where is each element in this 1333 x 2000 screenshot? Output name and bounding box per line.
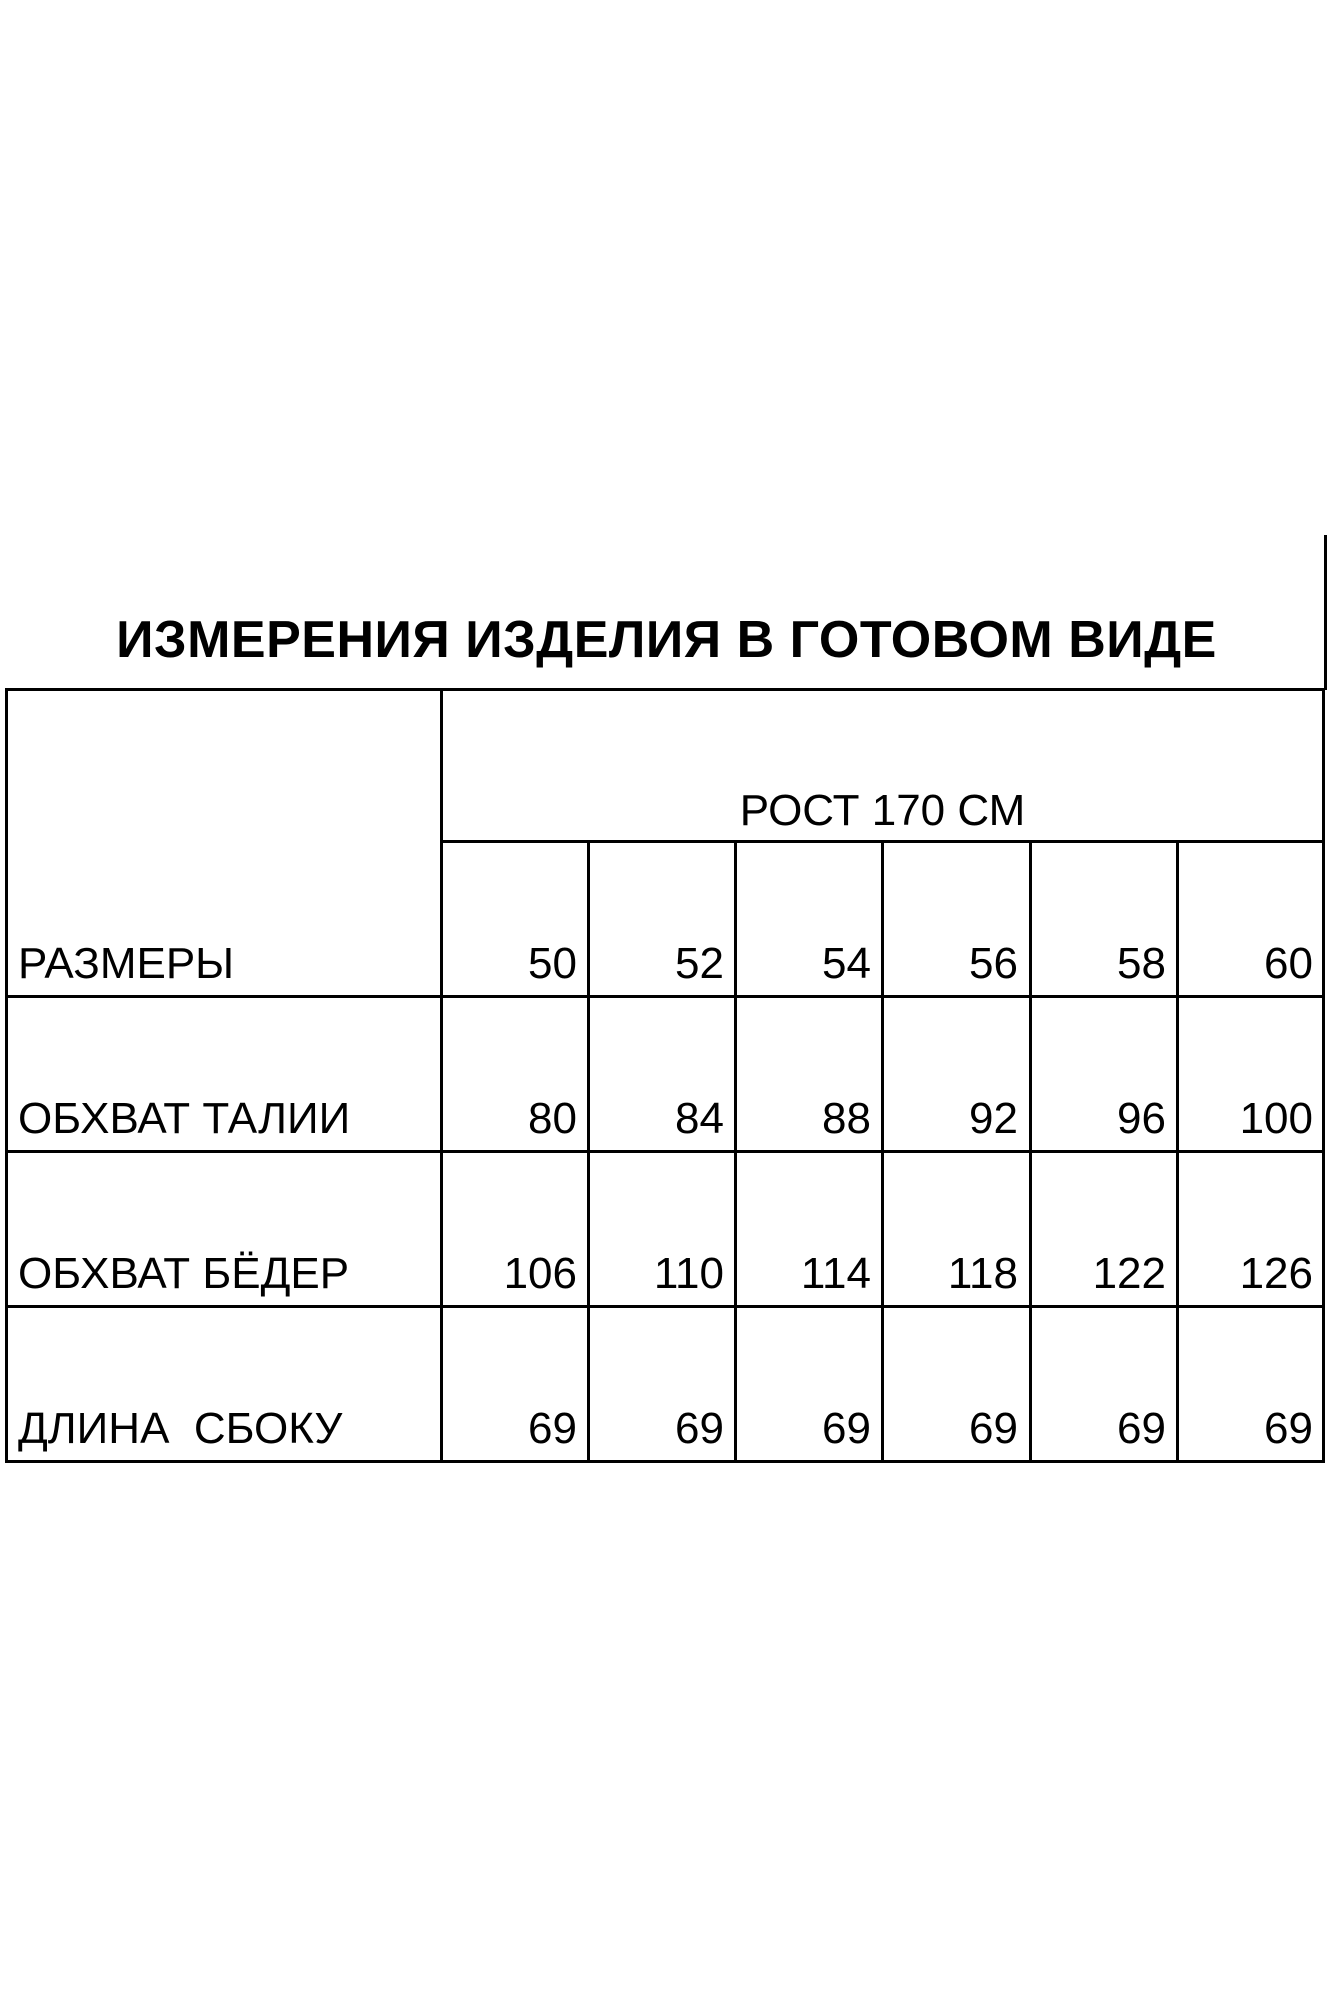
side-length-cell: 69 (822, 1404, 871, 1453)
waist-cell: 84 (675, 1094, 724, 1143)
hips-cell: 118 (947, 1249, 1018, 1298)
size-cell: 52 (675, 939, 724, 988)
column-divider (881, 840, 884, 1463)
size-cell: 60 (1264, 939, 1313, 988)
table-bottom-border (5, 1460, 1325, 1463)
page-title: ИЗМЕРЕНИЯ ИЗДЕЛИЯ В ГОТОВОМ ВИДЕ (116, 611, 1217, 669)
row-divider (5, 1305, 1325, 1308)
table-top-border (5, 688, 1325, 691)
side-length-cell: 69 (1264, 1404, 1313, 1453)
side-length-cell: 69 (969, 1404, 1018, 1453)
waist-cell: 96 (1117, 1094, 1166, 1143)
waist-cell: 80 (528, 1094, 577, 1143)
height-header: РОСТ 170 СМ (739, 786, 1026, 835)
waist-cell: 100 (1239, 1094, 1313, 1143)
hips-cell: 122 (1092, 1249, 1166, 1298)
hips-cell: 106 (503, 1249, 577, 1298)
table-left-border (5, 688, 8, 1463)
size-cell: 50 (528, 939, 577, 988)
side-length-cell: 69 (1117, 1404, 1166, 1453)
hips-cell: 126 (1239, 1249, 1313, 1298)
waist-cell: 92 (969, 1094, 1018, 1143)
column-divider (734, 840, 737, 1463)
size-cell: 58 (1117, 939, 1166, 988)
hips-cell: 110 (653, 1249, 724, 1298)
side-length-cell: 69 (528, 1404, 577, 1453)
size-cell: 54 (822, 939, 871, 988)
row-label-waist: ОБХВАТ ТАЛИИ (18, 1094, 351, 1143)
row-label-side-length: ДЛИНА СБОКУ (18, 1404, 343, 1453)
column-divider (1029, 840, 1032, 1463)
row-label-hips: ОБХВАТ БЁДЕР (18, 1249, 350, 1298)
column-divider (1176, 840, 1179, 1463)
waist-cell: 88 (822, 1094, 871, 1143)
hips-cell: 114 (800, 1249, 871, 1298)
side-length-cell: 69 (675, 1404, 724, 1453)
column-divider (587, 840, 590, 1463)
row-label-sizes: РАЗМЕРЫ (18, 939, 235, 988)
row-divider (5, 995, 1325, 998)
size-cell: 56 (969, 939, 1018, 988)
row-divider (5, 1150, 1325, 1153)
